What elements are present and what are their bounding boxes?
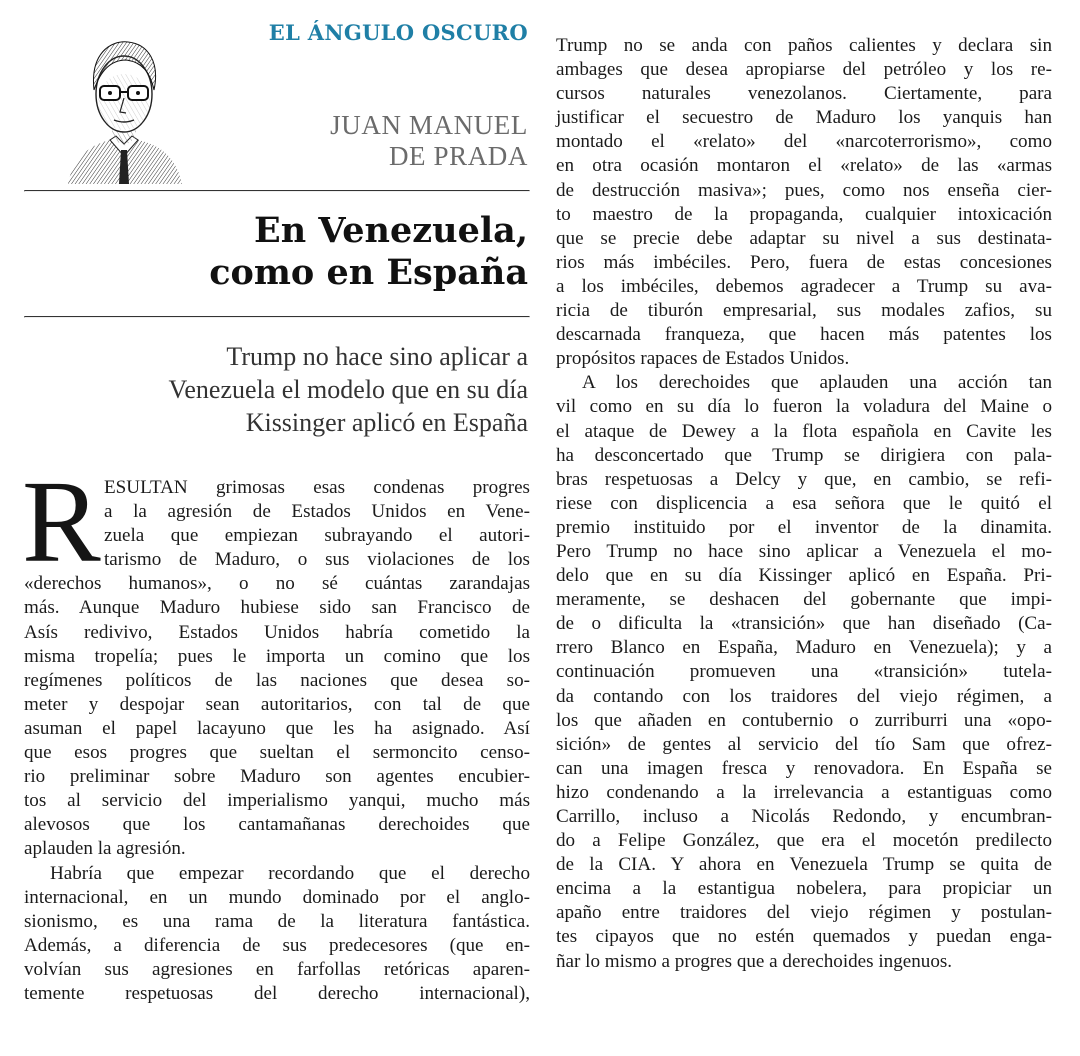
article-line: a los imbéciles, debemos agradecer a Trump su ava- — [556, 275, 1052, 297]
article-line: Trump no se anda con paños calientes y declara sin — [556, 35, 1052, 56]
subtitle-line3: Kissinger aplicó en España — [245, 408, 528, 437]
article-line: premio instituido por el inventor de la dinamita. — [556, 516, 1052, 538]
article-line: montado el «relato» del «narcoterrorismo», como — [556, 131, 1052, 153]
headline — [24, 210, 528, 294]
article-line: rrero Blanco en España, Maduro en Venezuela); y a — [556, 637, 1052, 659]
article-line: a la agresión de Estados Unidos en Vene- — [104, 501, 530, 523]
article-line: can una imagen fresca y renovadora. En España se — [556, 757, 1052, 779]
left-column — [24, 18, 530, 439]
article-body-right — [556, 34, 1052, 974]
article-line: zuela que empiezan subrayando el autori- — [104, 525, 530, 547]
article-line: tes cipayos que no estén quemados y puedan enga- — [556, 926, 1052, 948]
article-line: tos al servicio del imperialismo yanqui, mucho más — [24, 790, 530, 812]
article-line: do a Felipe González, que era el mocetón predilecto — [556, 830, 1052, 852]
article-line: «derechos humanos», o no sé cuántas zarandajas — [24, 573, 530, 595]
subtitle — [24, 340, 528, 439]
article-line: de destrucción masiva»; pues, como nos enseña cier- — [556, 179, 1052, 201]
article-line: más. Aunque Maduro hubiese sido san Francisco de — [24, 597, 530, 619]
article-body-left — [22, 456, 530, 1006]
headline-divider — [24, 316, 530, 318]
article-line: asuman el papel lacayuno que les ha asignado. Así — [24, 717, 530, 739]
drop-cap: R — [22, 456, 101, 587]
subtitle-line1: Trump no hace sino aplicar a — [226, 342, 528, 371]
article-line: propósitos rapaces de Estados Unidos. — [556, 348, 850, 370]
article-line: sición» de gentes al servicio del tío Sam que ofrez- — [556, 733, 1052, 755]
article-line: meter y despojar sean autoritarios, con tal de que — [24, 693, 530, 715]
article-line: tarismo de Maduro, o sus violaciones de los — [104, 549, 530, 571]
article-line: en otra ocasión montaron el «relato» de las «armas — [556, 155, 1052, 177]
headline-line1: En Venezuela, — [254, 210, 528, 251]
article-line: apaño entre traidores del viejo régimen y postulan- — [556, 902, 1052, 924]
article-line: A los derechoides que aplauden una acción tan — [582, 372, 1052, 394]
section-title: EL ÁNGULO OSCURO — [268, 20, 528, 45]
article-line: sionismo, es una rama de la literatura fantástica. — [24, 910, 530, 932]
header-divider — [24, 190, 530, 192]
article-line: ricia de tiburón empresarial, sus modales zafios, su — [556, 300, 1052, 322]
article-line: que se precie debe adaptar su nivel a sus destinata- — [556, 227, 1052, 249]
article-line: bras respetuosas a Delcy y que, en cambio, se refi- — [556, 468, 1052, 490]
article-line: temente respetuosas del derecho internacional), — [24, 982, 530, 1004]
author-name — [330, 110, 528, 172]
article-line: hizo condenando a la irrelevancia a estantiguas como — [556, 781, 1052, 803]
article-line: de la CIA. Y ahora en Venezuela Trump se quita de — [556, 854, 1052, 876]
article-line: ESULTAN grimosas esas condenas progres — [104, 477, 530, 498]
author-portrait-illustration — [64, 32, 184, 184]
article-line: descarnada franqueza, que hacen más patentes los — [556, 324, 1052, 346]
article-line: los que añaden en contubernio o zurriburri una «opo- — [556, 709, 1052, 731]
article-line: meramente, se deshacen del gobernante que impi- — [556, 589, 1052, 611]
article-line: da contando con los traidores del viejo régimen, a — [556, 685, 1052, 707]
article-line: regímenes políticos de las naciones que desea so- — [24, 669, 530, 691]
article-line: rio preliminar sobre Maduro son agentes encubier- — [24, 766, 530, 788]
article-line: to maestro de la propaganda, cualquier intoxicación — [556, 203, 1052, 225]
article-line: ambages que desea apropiarse del petróleo y los re- — [556, 59, 1052, 81]
article-line: encima a la estantigua nobelera, para propiciar un — [556, 878, 1052, 900]
article-line: misma tropelía; pues le importa un comino que los — [24, 645, 530, 667]
headline-line2: como en España — [209, 252, 528, 293]
subtitle-line2: Venezuela el modelo que en su día — [168, 375, 528, 404]
article-line: continuación promueven una «transición» tutela- — [556, 661, 1052, 683]
article-line: cursos naturales venezolanos. Ciertamente, para — [556, 83, 1052, 105]
article-line: Carrillo, incluso a Nicolás Redondo, y encumbran- — [556, 806, 1052, 827]
column-header — [24, 18, 530, 190]
article-line: riese con displicencia a esa señora que le quitó el — [556, 492, 1052, 514]
article-line: que esos progres que sueltan el sermoncito censo- — [24, 742, 530, 764]
article-line: delo que en su día Kissinger aplicó en España. Pri- — [556, 565, 1052, 587]
article-line: ha desconcertado que Trump se dirigiera con pala- — [556, 444, 1052, 466]
article-line: Pero Trump no hace sino aplicar a Venezuela el mo- — [556, 540, 1052, 562]
article-line: Asís redivivo, Estados Unidos habría cometido la — [24, 621, 530, 643]
author-name-line2: DE PRADA — [388, 141, 528, 171]
article-line: internacional, en un mundo dominado por el anglo- — [24, 886, 530, 908]
article-line: rios más imbéciles. Pero, fuera de estas concesiones — [556, 251, 1052, 273]
article-line: ñar lo mismo a progres que a derechoides ingenuos. — [556, 950, 953, 972]
article-line: Además, a diferencia de sus predecesores (que en- — [24, 934, 530, 956]
article-line: justificar el secuestro de Maduro los yanquis han — [556, 107, 1052, 129]
article-line: alevosos que los cantamañanas derechoides que — [24, 814, 530, 836]
article-line: el ataque de Dewey a la flota española en Cavite les — [556, 420, 1052, 442]
article-line: aplauden la agresión. — [24, 838, 186, 860]
article-line: Habría que empezar recordando que el derecho — [50, 862, 530, 884]
article-line: vil como en su día lo fueron la voladura del Maine o — [556, 396, 1052, 418]
article-line: volvían sus agresiones en farfollas retóricas aparen- — [24, 958, 530, 980]
article-line: de o dificulta la «transición» que han diseñado (Ca- — [556, 613, 1052, 635]
author-name-line1: JUAN MANUEL — [330, 110, 528, 140]
